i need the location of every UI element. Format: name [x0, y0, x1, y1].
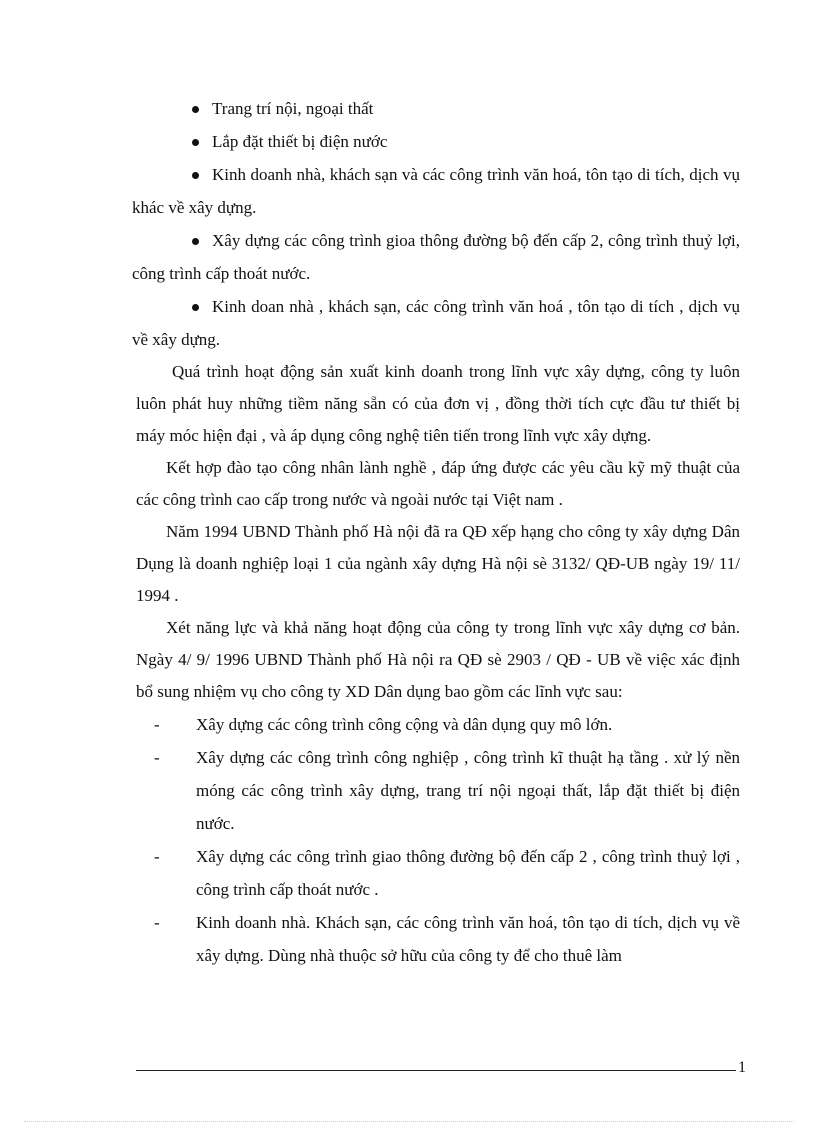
dash-marker: - — [154, 913, 160, 932]
bullet-dot-icon — [192, 172, 199, 179]
bullet-text: Kinh doan nhà , khách sạn, các công trình văn hoá , tôn tạo di tích , dịch vụ về xây dựng. — [132, 297, 740, 349]
footer-rule — [136, 1070, 736, 1071]
page-bottom-border — [24, 1121, 794, 1122]
bullet-item — [132, 290, 740, 356]
paragraph: Kết hợp đào tạo công nhân lành nghề , đáp ứng được các yêu cầu kỹ mỹ thuật của các công trình cao cấp trong nước và ngoài nước tại Việt nam . — [136, 458, 740, 509]
paragraph: Năm 1994 UBND Thành phố Hà nội đã ra QĐ xếp hạng cho công ty xây dựng Dân Dụng là doanh nghiệp loại 1 của ngành xây dựng Hà nội sè 3132/ QĐ-UB ngày 19/ 11/ 1994 . — [136, 522, 740, 605]
bullet-item — [136, 92, 740, 125]
paragraph: Quá trình hoạt động sản xuất kinh doanh trong lĩnh vực xây dựng, công ty luôn luôn phát huy những tiềm năng sẵn có của đơn vị , đồng thời tích cực đầu tư thiết bị máy móc hiện đại , và áp dụng công nghệ tiên tiến trong lĩnh vực xây dựng. — [136, 362, 740, 445]
list-item — [154, 906, 740, 972]
dash-marker: - — [154, 847, 160, 866]
list-item-text: Kinh doanh nhà. Khách sạn, các công trình văn hoá, tôn tạo di tích, dịch vụ về xây dựng. Dùng nhà thuộc sở hữu của công ty để cho thuê làm — [196, 913, 740, 965]
list-item-text: Xây dựng các công trình công nghiệp , công trình kĩ thuật hạ tầng . xử lý nền móng các công trình xây dựng, trang trí nội ngoại thất, lắp đặt thiết bị điện nước. — [196, 748, 740, 833]
bullet-text: Lắp đặt thiết bị điện nước — [212, 132, 388, 151]
list-item — [154, 741, 740, 840]
dash-list — [136, 708, 740, 972]
list-item — [154, 708, 740, 741]
bullet-dot-icon — [192, 304, 199, 311]
list-item-text: Xây dựng các công trình giao thông đường bộ đến cấp 2 , công trình thuỷ lợi , công trình cấp thoát nước . — [196, 847, 740, 899]
bullet-text: Xây dựng các công trình gioa thông đường bộ đến cấp 2, công trình thuỷ lợi, công trình cấp thoát nước. — [132, 231, 740, 283]
dash-marker: - — [154, 715, 160, 734]
page-number: 1 — [738, 1059, 746, 1076]
paragraph: Xét năng lực và khả năng hoạt động của công ty trong lĩnh vực xây dựng cơ bản. Ngày 4/ 9/ 1996 UBND Thành phố Hà nội ra QĐ sè 2903 / QĐ - UB về việc xác định bổ sung nhiệm vụ cho công ty XD Dân dụng bao gồm các lĩnh vực sau: — [136, 618, 740, 701]
list-item-text: Xây dựng các công trình công cộng và dân dụng quy mô lớn. — [196, 715, 613, 734]
bullet-dot-icon — [192, 139, 199, 146]
bullet-dot-icon — [192, 238, 199, 245]
bullet-text: Kinh doanh nhà, khách sạn và các công trình văn hoá, tôn tạo di tích, dịch vụ khác về xây dựng. — [132, 165, 740, 217]
bullet-item — [132, 158, 740, 224]
page-content — [132, 92, 740, 972]
bullet-item — [132, 224, 740, 290]
dash-marker: - — [154, 748, 160, 767]
bullet-text: Trang trí nội, ngoại thất — [212, 99, 374, 118]
bullet-item — [136, 125, 740, 158]
bullet-dot-icon — [192, 106, 199, 113]
list-item — [154, 840, 740, 906]
